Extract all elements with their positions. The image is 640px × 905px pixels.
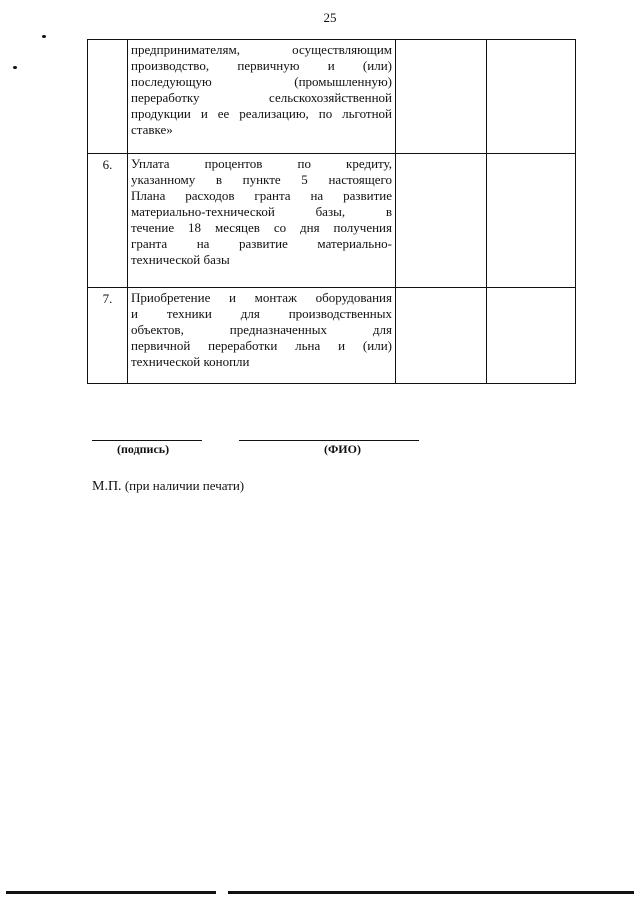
scan-bottom-edge <box>0 891 640 896</box>
row-number: 7. <box>88 288 128 384</box>
stamp-note <box>92 478 244 495</box>
table-row <box>88 40 576 154</box>
description-line: переработку сельскохозяйственной <box>131 90 392 105</box>
description-line: технической конопли <box>131 354 250 369</box>
description-line: последующую (промышленную) <box>131 74 392 89</box>
note-cell <box>487 40 576 154</box>
full-name-caption: (ФИО) <box>324 442 361 456</box>
signature-line <box>92 440 202 441</box>
description-line: ставке» <box>131 122 173 137</box>
description-line: производство, первичную и (или) <box>131 58 392 73</box>
description-line: предпринимателям, осуществляющим <box>131 42 392 57</box>
row-number: 6. <box>88 154 128 288</box>
amount-cell <box>396 288 487 384</box>
full-name-line <box>239 440 419 441</box>
description-line: и техники для производственных <box>131 306 392 321</box>
description-line: первичной переработки льна и (или) <box>131 338 392 353</box>
description-line: материально-технической базы, в <box>131 204 392 219</box>
description-line: Уплата процентов по кредиту, <box>131 156 392 171</box>
stamp-abbr: М.П. <box>92 479 122 494</box>
scan-speck <box>42 35 46 38</box>
amount-cell <box>396 40 487 154</box>
description-line: указанному в пункте 5 настоящего <box>131 172 392 187</box>
page-number: 25 <box>323 10 337 25</box>
stamp-note-text: (при наличии печати) <box>124 478 245 493</box>
expense-description <box>128 154 396 288</box>
scan-speck <box>13 66 17 69</box>
description-line: течение 18 месяцев со дня получения <box>131 220 392 235</box>
expense-description <box>128 40 396 154</box>
expense-description <box>128 288 396 384</box>
signature-caption: (подпись) <box>117 442 170 456</box>
note-cell <box>487 288 576 384</box>
row-number <box>88 40 128 154</box>
description-line: Приобретение и монтаж оборудования <box>131 290 392 305</box>
description-line: Плана расходов гранта на развитие <box>131 188 392 203</box>
amount-cell <box>396 154 487 288</box>
description-line: гранта на развитие материально- <box>131 236 392 251</box>
table-row <box>88 154 576 288</box>
table-row <box>88 288 576 384</box>
description-line: технической базы <box>131 252 230 267</box>
grant-expense-table <box>87 39 576 384</box>
description-line: продукции и ее реализацию, по льготной <box>131 106 392 121</box>
note-cell <box>487 154 576 288</box>
description-line: объектов, предназначенных для <box>131 322 392 337</box>
